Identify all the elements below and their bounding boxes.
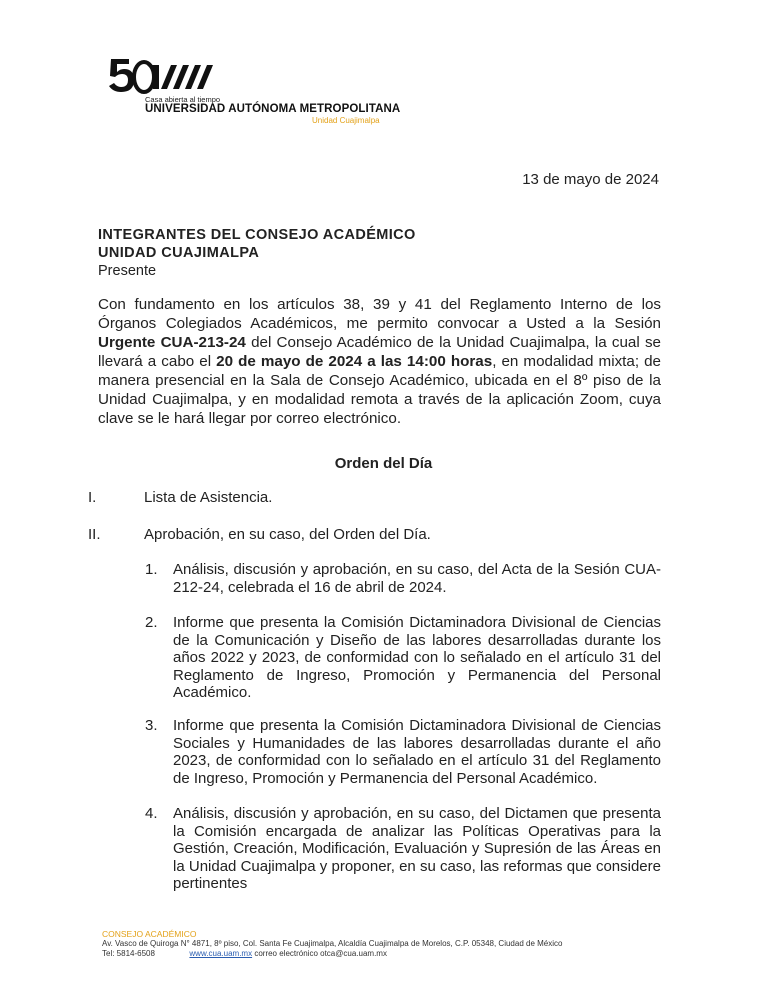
convocation-paragraph	[98, 295, 661, 428]
item-number: 2.	[145, 614, 158, 631]
footer-website-link[interactable]: www.cua.uam.mx	[189, 949, 253, 958]
footer-phone: Tel: 5814-6508	[102, 949, 155, 958]
paragraph-text-2: del Consejo Académico de la Unidad Cuajimalpa, la cual se llevará a cabo el	[98, 334, 662, 370]
item-number: 3.	[145, 717, 158, 734]
agenda-title: Orden del Día	[334, 455, 433, 472]
uam-50-logo-icon	[107, 55, 217, 97]
university-name: UNIVERSIDAD AUTÓNOMA METROPOLITANA	[145, 103, 401, 115]
addressee-line-2: UNIDAD CUAJIMALPA	[98, 245, 260, 261]
letter-footer	[102, 929, 562, 959]
item-text: Informe que presenta la Comisión Dictaminadora Divisional de Ciencias Sociales y Humanidades de las labores desarrolladas durante el año 2023, de conformidad con lo señalado en el artículo 31 del Reglamento de Ingreso, Promoción y Permanencia del Personal Académico.	[173, 717, 661, 787]
agenda-item	[145, 614, 661, 702]
roman-text: Aprobación, en su caso, del Orden del Día.	[144, 526, 431, 543]
item-text: Análisis, discusión y aprobación, en su caso, del Acta de la Sesión CUA-212-24, celebrada el 16 de abril de 2024.	[173, 561, 661, 596]
addressee-line-3: Presente	[98, 263, 157, 279]
agenda-item	[145, 561, 661, 596]
item-number: 4.	[145, 805, 158, 822]
footer-address: Av. Vasco de Quiroga N° 4871, 8º piso, Col. Santa Fe Cuajimalpa, Alcaldía Cuajimalpa de Morelos, C.P. 05348, Ciudad de México	[102, 939, 563, 948]
agenda-item	[145, 805, 661, 893]
session-datetime: 20 de mayo de 2024 a las 14:00 horas	[216, 353, 493, 370]
logo-tagline: Casa abierta al tiempo	[145, 95, 221, 104]
unit-name: Unidad Cuajimalpa	[312, 116, 380, 125]
roman-text: Lista de Asistencia.	[144, 489, 273, 506]
paragraph-text-3: , en modalidad mixta; de manera presencial en la Sala de Consejo Académico, ubicada en el 8º piso de la Unidad Cuajimalpa, y en modalidad remota a través de la aplicación Zoom, cuya clave se le hará llegar por correo electrónico.	[98, 353, 661, 427]
session-id: Urgente CUA-213-24	[98, 334, 246, 351]
addressee-line-1: INTEGRANTES DEL CONSEJO ACADÉMICO	[98, 227, 416, 243]
footer-org: CONSEJO ACADÉMICO	[102, 929, 197, 939]
item-text: Informe que presenta la Comisión Dictaminadora Divisional de Ciencias de la Comunicación y Diseño de las labores desarrolladas durante los años 2022 y 2023, de conformidad con lo señalado en el artículo 31 del Reglamento de Ingreso, Promoción y Permanencia del Personal Académico.	[173, 614, 661, 701]
footer-contact	[102, 949, 562, 959]
paragraph-text-1: Con fundamento en los artículos 38, 39 y 41 del Reglamento Interno de los Órganos Colegiados Académicos, me permito convocar a Usted a la Sesión	[98, 296, 661, 332]
roman-number: II.	[88, 526, 101, 543]
item-text: Análisis, discusión y aprobación, en su caso, del Dictamen que presenta la Comisión encargada de analizar las Políticas Operativas para la Gestión, Creación, Modificación, Evaluación y Supresión de las Áreas en la Unidad Cuajimalpa y proponer, en su caso, las reformas que considere pertinentes	[173, 805, 661, 892]
agenda-item	[145, 717, 661, 787]
university-logo	[107, 55, 401, 130]
letter-date: 13 de mayo de 2024	[522, 171, 659, 188]
roman-number: I.	[88, 489, 97, 506]
footer-email: correo electrónico otca@cua.uam.mx	[254, 949, 387, 958]
addressee-block	[98, 226, 416, 280]
item-number: 1.	[145, 561, 158, 578]
